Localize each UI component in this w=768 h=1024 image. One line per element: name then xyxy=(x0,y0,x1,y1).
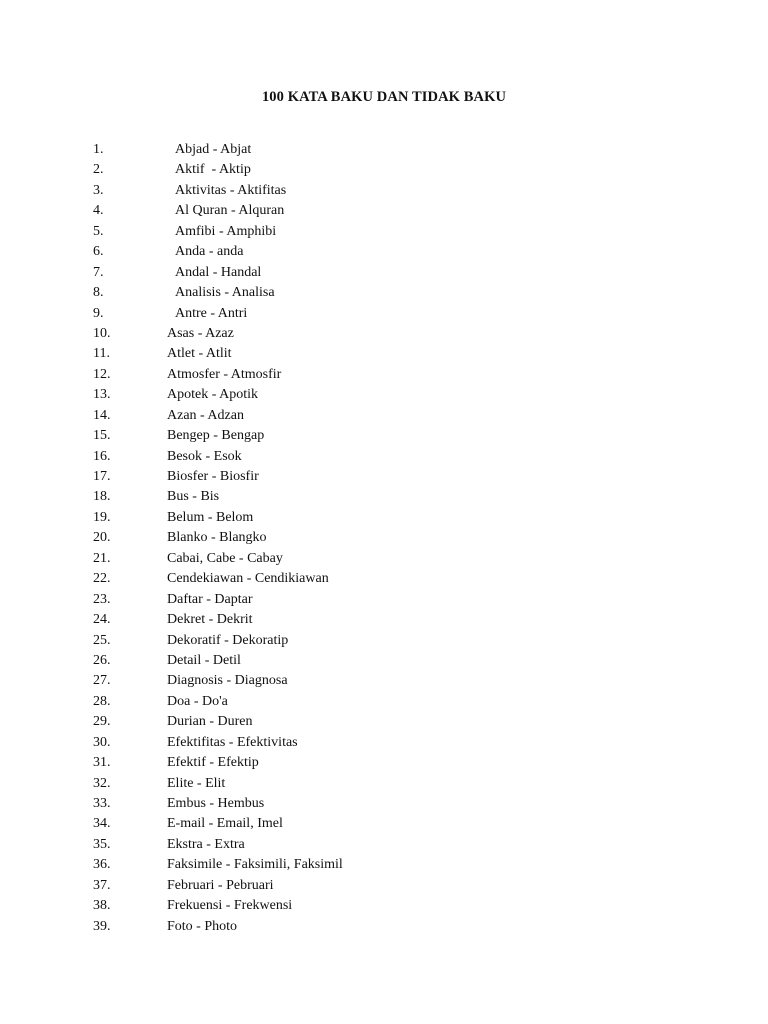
item-number: 26. xyxy=(93,652,111,668)
item-number: 13. xyxy=(93,387,111,403)
list-item xyxy=(0,569,768,589)
item-number: 21. xyxy=(93,550,111,566)
list-item xyxy=(0,590,768,610)
item-word-pair: Februari - Pebruari xyxy=(167,877,274,893)
item-word-pair: Analisis - Analisa xyxy=(175,285,275,301)
list-item xyxy=(0,712,768,732)
list-item xyxy=(0,692,768,712)
list-item xyxy=(0,487,768,507)
list-item xyxy=(0,855,768,875)
item-word-pair: Dekoratif - Dekoratip xyxy=(167,632,289,648)
item-number: 18. xyxy=(93,489,111,505)
list-item xyxy=(0,324,768,344)
list-item xyxy=(0,406,768,426)
list-item xyxy=(0,528,768,548)
item-word-pair: Atlet - Atlit xyxy=(167,346,232,362)
item-number: 5. xyxy=(93,223,104,239)
item-number: 29. xyxy=(93,714,111,730)
item-number: 32. xyxy=(93,775,111,791)
list-item xyxy=(0,242,768,262)
item-number: 20. xyxy=(93,530,111,546)
item-number: 3. xyxy=(93,182,104,198)
list-item xyxy=(0,426,768,446)
document-title: 100 KATA BAKU DAN TIDAK BAKU xyxy=(261,89,507,105)
item-word-pair: Anda - anda xyxy=(175,244,244,260)
list-item xyxy=(0,814,768,834)
list-item xyxy=(0,222,768,242)
item-word-pair: Durian - Duren xyxy=(167,714,253,730)
list-item xyxy=(0,365,768,385)
list-item xyxy=(0,181,768,201)
item-number: 14. xyxy=(93,407,111,423)
item-number: 10. xyxy=(93,325,111,341)
item-word-pair: E-mail - Email, Imel xyxy=(167,816,283,832)
list-item xyxy=(0,140,768,160)
item-number: 7. xyxy=(93,264,104,280)
list-item xyxy=(0,304,768,324)
item-number: 38. xyxy=(93,898,111,914)
list-item xyxy=(0,835,768,855)
item-word-pair: Azan - Adzan xyxy=(167,407,244,423)
item-number: 15. xyxy=(93,428,111,444)
list-item xyxy=(0,467,768,487)
item-word-pair: Blanko - Blangko xyxy=(167,530,267,546)
item-word-pair: Aktivitas - Aktifitas xyxy=(175,182,287,198)
list-item xyxy=(0,344,768,364)
item-word-pair: Doa - Do'a xyxy=(167,693,228,709)
list-item xyxy=(0,610,768,630)
item-number: 16. xyxy=(93,448,111,464)
item-word-pair: Antre - Antri xyxy=(175,305,248,321)
item-word-pair: Belum - Belom xyxy=(167,509,254,525)
list-item xyxy=(0,201,768,221)
list-item xyxy=(0,876,768,896)
item-word-pair: Bus - Bis xyxy=(167,489,220,505)
item-word-pair: Embus - Hembus xyxy=(167,796,265,811)
item-number: 1. xyxy=(93,142,104,157)
item-word-pair: Efektifitas - Efektivitas xyxy=(167,734,298,750)
item-word-pair: Ekstra - Extra xyxy=(167,836,245,852)
item-number: 12. xyxy=(93,366,111,382)
item-number: 17. xyxy=(93,469,111,484)
list-item xyxy=(0,385,768,405)
list-item xyxy=(0,753,768,773)
list-item xyxy=(0,283,768,303)
list-item xyxy=(0,447,768,467)
item-number: 34. xyxy=(93,816,111,832)
item-word-pair: Bengep - Bengap xyxy=(167,428,265,444)
item-word-pair: Dekret - Dekrit xyxy=(167,612,253,628)
list-item xyxy=(0,671,768,691)
list-item xyxy=(0,549,768,569)
word-list xyxy=(0,140,768,937)
item-word-pair: Aktif - Aktip xyxy=(175,162,251,178)
item-word-pair: Cabai, Cabe - Cabay xyxy=(167,550,283,566)
item-number: 27. xyxy=(93,673,111,689)
item-word-pair: Frekuensi - Frekwensi xyxy=(167,898,293,914)
item-number: 35. xyxy=(93,836,111,852)
list-item xyxy=(0,733,768,753)
item-number: 28. xyxy=(93,693,111,709)
list-item xyxy=(0,508,768,528)
list-item xyxy=(0,631,768,651)
item-word-pair: Cendekiawan - Cendikiawan xyxy=(167,571,329,587)
item-word-pair: Besok - Esok xyxy=(167,448,242,464)
item-number: 19. xyxy=(93,509,111,525)
item-word-pair: Detail - Detil xyxy=(167,652,241,668)
list-item xyxy=(0,917,768,937)
item-number: 24. xyxy=(93,612,111,628)
item-word-pair: Asas - Azaz xyxy=(167,325,234,341)
list-item xyxy=(0,160,768,180)
item-word-pair: Biosfer - Biosfir xyxy=(167,469,259,484)
item-number: 2. xyxy=(93,162,104,178)
item-number: 9. xyxy=(93,305,104,321)
item-number: 4. xyxy=(93,203,104,219)
item-word-pair: Apotek - Apotik xyxy=(167,387,258,403)
item-number: 25. xyxy=(93,632,111,648)
item-word-pair: Foto - Photo xyxy=(167,918,238,934)
item-number: 31. xyxy=(93,755,111,771)
list-item xyxy=(0,774,768,794)
item-number: 8. xyxy=(93,285,104,301)
item-word-pair: Abjad - Abjat xyxy=(175,142,252,157)
item-word-pair: Al Quran - Alquran xyxy=(175,203,285,219)
item-number: 30. xyxy=(93,734,111,750)
item-word-pair: Efektif - Efektip xyxy=(167,755,259,771)
item-number: 22. xyxy=(93,571,111,587)
list-item xyxy=(0,794,768,814)
item-word-pair: Diagnosis - Diagnosa xyxy=(167,673,288,689)
list-item xyxy=(0,651,768,671)
item-word-pair: Daftar - Daptar xyxy=(167,591,253,607)
item-number: 36. xyxy=(93,857,111,873)
item-word-pair: Elite - Elit xyxy=(167,775,226,791)
item-number: 23. xyxy=(93,591,111,607)
item-word-pair: Faksimile - Faksimili, Faksimil xyxy=(167,857,343,873)
item-word-pair: Andal - Handal xyxy=(175,264,262,280)
list-item xyxy=(0,896,768,916)
item-word-pair: Amfibi - Amphibi xyxy=(175,223,277,239)
item-number: 33. xyxy=(93,796,111,811)
item-number: 11. xyxy=(93,346,110,362)
item-word-pair: Atmosfer - Atmosfir xyxy=(167,366,282,382)
item-number: 37. xyxy=(93,877,111,893)
item-number: 6. xyxy=(93,244,104,260)
list-item xyxy=(0,263,768,283)
item-number: 39. xyxy=(93,918,111,934)
